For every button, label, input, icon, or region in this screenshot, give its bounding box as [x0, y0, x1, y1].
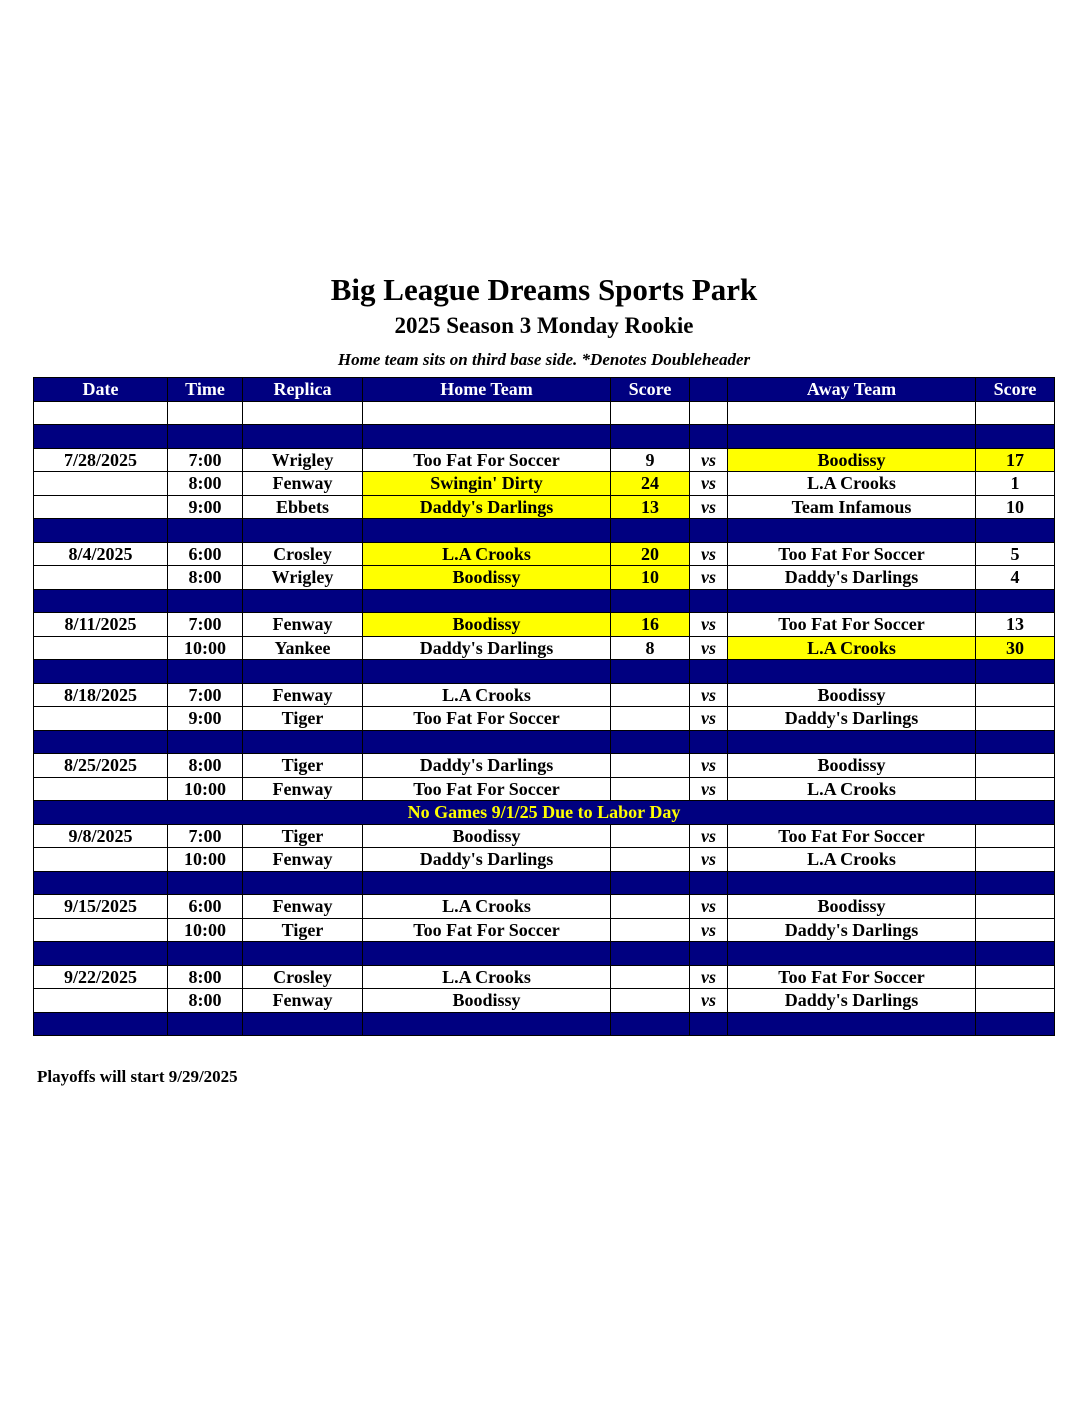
vs-cell: vs [690, 636, 728, 660]
home-team-cell [363, 660, 611, 684]
vs-cell: vs [690, 848, 728, 872]
away-team-cell: L.A Crooks [728, 636, 976, 660]
home-team-cell: Too Fat For Soccer [363, 448, 611, 472]
vs-cell [690, 1012, 728, 1036]
away-team-cell [728, 401, 976, 425]
vs-cell: vs [690, 472, 728, 496]
vs-cell: vs [690, 683, 728, 707]
replica-cell [243, 871, 363, 895]
home-team-cell: Swingin' Dirty [363, 472, 611, 496]
vs-cell: vs [690, 895, 728, 919]
col-header-home-score: Score [611, 378, 690, 402]
vs-cell: vs [690, 448, 728, 472]
home-score-cell: 8 [611, 636, 690, 660]
home-score-cell [611, 918, 690, 942]
vs-cell: vs [690, 965, 728, 989]
separator-row [34, 871, 1055, 895]
away-score-cell [976, 401, 1055, 425]
away-score-cell [976, 989, 1055, 1013]
separator-row [34, 660, 1055, 684]
home-team-cell [363, 425, 611, 449]
home-score-cell [611, 401, 690, 425]
time-cell [168, 871, 243, 895]
replica-cell: Wrigley [243, 448, 363, 472]
replica-cell: Tiger [243, 754, 363, 778]
home-team-cell: L.A Crooks [363, 683, 611, 707]
table-row [34, 448, 1055, 472]
home-team-cell [363, 401, 611, 425]
away-score-cell [976, 942, 1055, 966]
table-row [34, 566, 1055, 590]
time-cell: 8:00 [168, 472, 243, 496]
home-score-cell: 16 [611, 613, 690, 637]
vs-cell [690, 730, 728, 754]
home-team-cell [363, 942, 611, 966]
replica-cell: Fenway [243, 848, 363, 872]
table-row [34, 636, 1055, 660]
home-score-cell: 20 [611, 542, 690, 566]
away-team-cell: Too Fat For Soccer [728, 824, 976, 848]
home-team-cell: Too Fat For Soccer [363, 777, 611, 801]
date-cell [34, 918, 168, 942]
away-score-cell: 4 [976, 566, 1055, 590]
time-cell [168, 401, 243, 425]
time-cell: 10:00 [168, 777, 243, 801]
home-team-cell: Boodissy [363, 989, 611, 1013]
date-cell: 9/15/2025 [34, 895, 168, 919]
time-cell: 7:00 [168, 824, 243, 848]
away-score-cell: 5 [976, 542, 1055, 566]
home-team-cell: Too Fat For Soccer [363, 918, 611, 942]
page-note: Home team sits on third base side. *Denotes Doubleheader [337, 350, 751, 369]
away-team-cell: Team Infamous [728, 495, 976, 519]
col-header-away-team: Away Team [728, 378, 976, 402]
date-cell [34, 871, 168, 895]
date-cell [34, 519, 168, 543]
page-title: Big League Dreams Sports Park [330, 272, 758, 307]
home-score-cell [611, 895, 690, 919]
time-cell [168, 660, 243, 684]
replica-cell: Ebbets [243, 495, 363, 519]
away-score-cell [976, 707, 1055, 731]
home-team-cell [363, 589, 611, 613]
time-cell: 7:00 [168, 448, 243, 472]
vs-cell [690, 942, 728, 966]
away-team-cell: L.A Crooks [728, 848, 976, 872]
date-cell [34, 730, 168, 754]
away-score-cell [976, 683, 1055, 707]
time-cell: 7:00 [168, 683, 243, 707]
table-row [34, 918, 1055, 942]
home-team-cell: Boodissy [363, 824, 611, 848]
replica-cell [243, 1012, 363, 1036]
replica-cell [243, 519, 363, 543]
vs-cell: vs [690, 989, 728, 1013]
vs-cell: vs [690, 707, 728, 731]
time-cell: 8:00 [168, 989, 243, 1013]
away-score-cell [976, 777, 1055, 801]
notice-text: No Games 9/1/25 Due to Labor Day [34, 801, 1055, 825]
time-cell: 8:00 [168, 566, 243, 590]
vs-cell [690, 871, 728, 895]
date-cell [34, 425, 168, 449]
col-header-vs [690, 378, 728, 402]
away-score-cell [976, 754, 1055, 778]
date-cell: 7/28/2025 [34, 448, 168, 472]
replica-cell [243, 660, 363, 684]
away-score-cell: 10 [976, 495, 1055, 519]
away-score-cell [976, 589, 1055, 613]
home-team-cell: L.A Crooks [363, 965, 611, 989]
home-score-cell [611, 425, 690, 449]
away-team-cell [728, 660, 976, 684]
replica-cell: Tiger [243, 824, 363, 848]
date-cell [34, 566, 168, 590]
date-cell [34, 707, 168, 731]
home-team-cell [363, 730, 611, 754]
away-score-cell [976, 519, 1055, 543]
date-cell [34, 660, 168, 684]
home-score-cell [611, 589, 690, 613]
date-cell [34, 777, 168, 801]
replica-cell: Fenway [243, 777, 363, 801]
blank-row [34, 401, 1055, 425]
replica-cell [243, 401, 363, 425]
table-row [34, 683, 1055, 707]
away-score-cell: 30 [976, 636, 1055, 660]
date-cell [34, 401, 168, 425]
time-cell: 6:00 [168, 895, 243, 919]
home-score-cell: 24 [611, 472, 690, 496]
home-score-cell [611, 942, 690, 966]
col-header-date: Date [34, 378, 168, 402]
home-team-cell [363, 1012, 611, 1036]
time-cell [168, 942, 243, 966]
away-team-cell [728, 730, 976, 754]
table-row [34, 495, 1055, 519]
replica-cell [243, 425, 363, 449]
home-team-cell: Daddy's Darlings [363, 848, 611, 872]
replica-cell: Fenway [243, 613, 363, 637]
time-cell [168, 589, 243, 613]
home-team-cell: Too Fat For Soccer [363, 707, 611, 731]
table-row [34, 848, 1055, 872]
away-team-cell: Daddy's Darlings [728, 566, 976, 590]
vs-cell [690, 401, 728, 425]
away-score-cell [976, 871, 1055, 895]
time-cell [168, 1012, 243, 1036]
replica-cell: Fenway [243, 895, 363, 919]
away-score-cell [976, 1012, 1055, 1036]
away-score-cell [976, 824, 1055, 848]
away-team-cell: Boodissy [728, 754, 976, 778]
vs-cell: vs [690, 495, 728, 519]
table-row [34, 965, 1055, 989]
date-cell [34, 848, 168, 872]
home-score-cell [611, 683, 690, 707]
table-row [34, 542, 1055, 566]
table-row [34, 989, 1055, 1013]
time-cell: 9:00 [168, 707, 243, 731]
table-row [34, 754, 1055, 778]
away-score-cell: 13 [976, 613, 1055, 637]
separator-row [34, 519, 1055, 543]
separator-row [34, 1012, 1055, 1036]
away-team-cell: Too Fat For Soccer [728, 613, 976, 637]
table-row [34, 824, 1055, 848]
home-team-cell [363, 519, 611, 543]
away-team-cell [728, 871, 976, 895]
home-team-cell: Daddy's Darlings [363, 636, 611, 660]
home-team-cell: Daddy's Darlings [363, 754, 611, 778]
home-score-cell [611, 848, 690, 872]
home-score-cell [611, 777, 690, 801]
date-cell [34, 989, 168, 1013]
vs-cell: vs [690, 777, 728, 801]
table-header-row [34, 378, 1055, 402]
date-cell: 8/25/2025 [34, 754, 168, 778]
home-score-cell [611, 824, 690, 848]
home-score-cell: 9 [611, 448, 690, 472]
away-score-cell [976, 965, 1055, 989]
home-team-cell: Daddy's Darlings [363, 495, 611, 519]
home-team-cell: Boodissy [363, 613, 611, 637]
away-score-cell: 17 [976, 448, 1055, 472]
time-cell [168, 425, 243, 449]
away-team-cell: Boodissy [728, 683, 976, 707]
col-header-time: Time [168, 378, 243, 402]
home-score-cell [611, 754, 690, 778]
away-team-cell: L.A Crooks [728, 472, 976, 496]
date-cell [34, 495, 168, 519]
time-cell: 6:00 [168, 542, 243, 566]
date-cell [34, 472, 168, 496]
replica-cell: Tiger [243, 918, 363, 942]
away-team-cell: Too Fat For Soccer [728, 542, 976, 566]
separator-row [34, 730, 1055, 754]
time-cell [168, 519, 243, 543]
away-team-cell: Daddy's Darlings [728, 989, 976, 1013]
time-cell [168, 730, 243, 754]
home-score-cell [611, 871, 690, 895]
home-team-cell: L.A Crooks [363, 542, 611, 566]
vs-cell: vs [690, 918, 728, 942]
replica-cell: Fenway [243, 989, 363, 1013]
vs-cell: vs [690, 824, 728, 848]
replica-cell: Fenway [243, 472, 363, 496]
away-team-cell [728, 1012, 976, 1036]
separator-row [34, 589, 1055, 613]
vs-cell [690, 519, 728, 543]
home-score-cell [611, 730, 690, 754]
home-team-cell [363, 871, 611, 895]
away-team-cell: Boodissy [728, 895, 976, 919]
home-score-cell [611, 519, 690, 543]
date-cell: 9/8/2025 [34, 824, 168, 848]
vs-cell [690, 589, 728, 613]
replica-cell [243, 942, 363, 966]
col-header-home-team: Home Team [363, 378, 611, 402]
away-team-cell [728, 942, 976, 966]
home-score-cell: 10 [611, 566, 690, 590]
home-team-cell: L.A Crooks [363, 895, 611, 919]
away-team-cell: Daddy's Darlings [728, 918, 976, 942]
col-header-replica: Replica [243, 378, 363, 402]
col-header-away-score: Score [976, 378, 1055, 402]
away-score-cell: 1 [976, 472, 1055, 496]
away-team-cell [728, 519, 976, 543]
home-score-cell: 13 [611, 495, 690, 519]
date-cell: 9/22/2025 [34, 965, 168, 989]
vs-cell: vs [690, 754, 728, 778]
date-cell: 8/4/2025 [34, 542, 168, 566]
away-score-cell [976, 848, 1055, 872]
time-cell: 8:00 [168, 754, 243, 778]
replica-cell: Crosley [243, 542, 363, 566]
vs-cell [690, 425, 728, 449]
away-score-cell [976, 918, 1055, 942]
replica-cell: Wrigley [243, 566, 363, 590]
home-score-cell [611, 660, 690, 684]
replica-cell [243, 589, 363, 613]
replica-cell [243, 730, 363, 754]
date-cell [34, 1012, 168, 1036]
date-cell [34, 942, 168, 966]
page-subtitle: 2025 Season 3 Monday Rookie [394, 313, 694, 338]
home-score-cell [611, 707, 690, 731]
away-score-cell [976, 895, 1055, 919]
table-row [34, 613, 1055, 637]
table-row [34, 777, 1055, 801]
time-cell: 10:00 [168, 918, 243, 942]
away-team-cell [728, 425, 976, 449]
date-cell: 8/11/2025 [34, 613, 168, 637]
separator-row [34, 942, 1055, 966]
replica-cell: Fenway [243, 683, 363, 707]
time-cell: 7:00 [168, 613, 243, 637]
table-row [34, 472, 1055, 496]
time-cell: 10:00 [168, 848, 243, 872]
away-score-cell [976, 660, 1055, 684]
vs-cell: vs [690, 542, 728, 566]
replica-cell: Crosley [243, 965, 363, 989]
away-team-cell: Too Fat For Soccer [728, 965, 976, 989]
table-row [34, 707, 1055, 731]
time-cell: 10:00 [168, 636, 243, 660]
date-cell [34, 636, 168, 660]
date-cell [34, 589, 168, 613]
separator-row [34, 425, 1055, 449]
away-team-cell: Boodissy [728, 448, 976, 472]
playoffs-note: Playoffs will start 9/29/2025 [37, 1067, 238, 1086]
away-team-cell [728, 589, 976, 613]
time-cell: 8:00 [168, 965, 243, 989]
schedule-body [34, 401, 1055, 1036]
home-team-cell: Boodissy [363, 566, 611, 590]
vs-cell: vs [690, 613, 728, 637]
home-score-cell [611, 965, 690, 989]
away-team-cell: L.A Crooks [728, 777, 976, 801]
table-row [34, 895, 1055, 919]
vs-cell: vs [690, 566, 728, 590]
schedule-table [33, 377, 1055, 1036]
home-score-cell [611, 1012, 690, 1036]
date-cell: 8/18/2025 [34, 683, 168, 707]
notice-row [34, 801, 1055, 825]
replica-cell: Yankee [243, 636, 363, 660]
replica-cell: Tiger [243, 707, 363, 731]
vs-cell [690, 660, 728, 684]
time-cell: 9:00 [168, 495, 243, 519]
away-score-cell [976, 425, 1055, 449]
home-score-cell [611, 989, 690, 1013]
away-team-cell: Daddy's Darlings [728, 707, 976, 731]
away-score-cell [976, 730, 1055, 754]
